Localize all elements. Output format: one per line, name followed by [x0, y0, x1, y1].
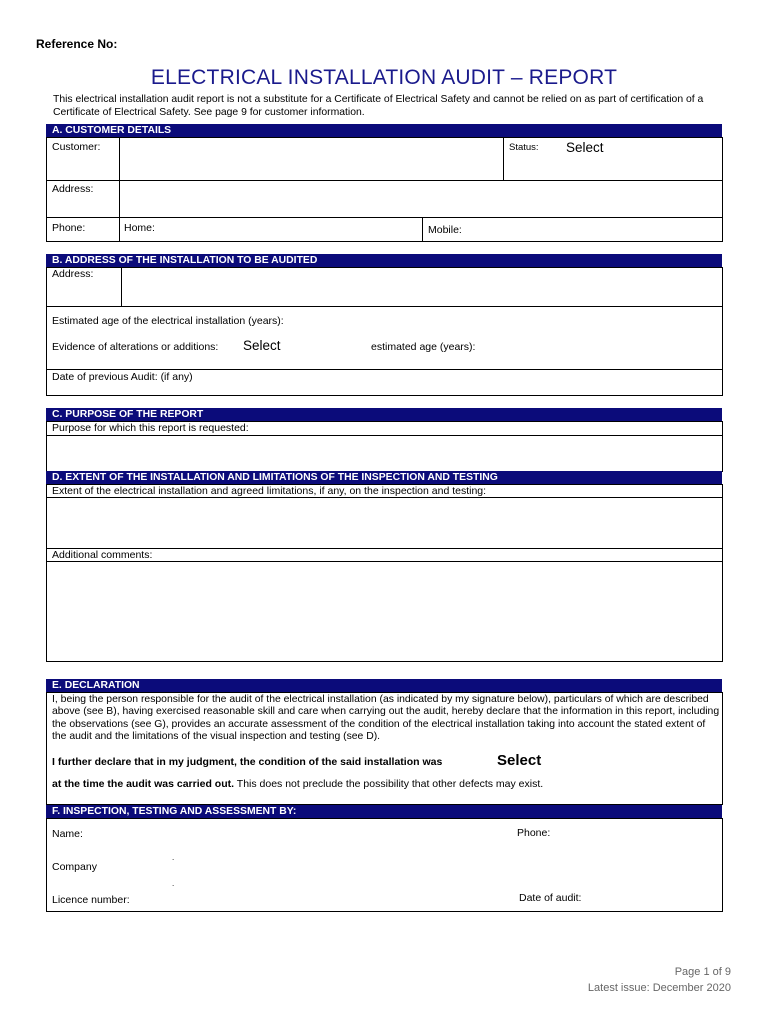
- company-field[interactable]: [110, 854, 490, 876]
- previous-audit-label: Date of previous Audit: (if any): [52, 371, 193, 383]
- section-d-heading: D. EXTENT OF THE INSTALLATION AND LIMITATIONS OF THE INSPECTION AND TESTING: [46, 471, 722, 484]
- estimated-age-label: Estimated age of the electrical installation (years):: [52, 315, 284, 327]
- reference-label: Reference No:: [36, 37, 118, 51]
- address-field[interactable]: [121, 181, 721, 217]
- licence-field[interactable]: [142, 888, 492, 910]
- condition-select[interactable]: Select: [497, 752, 542, 769]
- inspector-phone-field[interactable]: [560, 822, 718, 844]
- licence-label: Licence number:: [52, 894, 130, 906]
- status-select[interactable]: Select: [566, 140, 604, 155]
- mobile-field[interactable]: [470, 218, 720, 241]
- inspector-name-label: Name:: [52, 828, 83, 840]
- page-number: Page 1 of 9: [674, 966, 731, 978]
- mobile-label: Mobile:: [428, 224, 462, 236]
- evidence-select[interactable]: Select: [243, 338, 281, 353]
- purpose-label: Purpose for which this report is requested:: [52, 422, 249, 434]
- extent-field[interactable]: [48, 499, 720, 547]
- time-of-audit-text: at the time the audit was carried out. This does not preclude the possibility that other defects may exist.: [52, 778, 544, 790]
- purpose-field[interactable]: [48, 437, 720, 470]
- page-title: ELECTRICAL INSTALLATION AUDIT – REPORT: [150, 66, 618, 89]
- status-label: Status:: [509, 142, 539, 153]
- evidence-label: Evidence of alterations or additions:: [52, 341, 219, 353]
- installation-address-label: Address:: [52, 268, 94, 280]
- section-c-heading: C. PURPOSE OF THE REPORT: [46, 408, 722, 421]
- date-of-audit-label: Date of audit:: [519, 892, 582, 904]
- comments-field[interactable]: [48, 563, 720, 660]
- est-age-years-label: estimated age (years):: [371, 341, 476, 353]
- home-phone-label: Home:: [124, 222, 155, 234]
- extent-label: Extent of the electrical installation and agreed limitations, if any, on the inspection and testing:: [52, 485, 487, 497]
- customer-field[interactable]: [121, 138, 502, 179]
- comments-label: Additional comments:: [52, 549, 153, 561]
- installation-address-field[interactable]: [123, 268, 721, 305]
- company-label: Company: [52, 861, 97, 873]
- declaration-text: I, being the person responsible for the audit of the electrical installation (as indicated by my signature below), particulars of which are described above (see B), having exercised reasonable skill and care when carrying out the audit, hereby declare that the information in this report, including the observations (see G), provides an accurate assessment of the condition of the electrical installation taking into account the stated extent of the audit and the limitations of the visual inspection and testing (see D).: [52, 694, 720, 743]
- inspector-phone-label: Phone:: [517, 827, 551, 839]
- further-declare-text: I further declare that in my judgment, the condition of the said installation was: [52, 756, 443, 768]
- phone-label: Phone:: [52, 222, 86, 234]
- latest-issue: Latest issue: December 2020: [587, 982, 731, 994]
- customer-label: Customer:: [52, 141, 101, 153]
- address-label: Address:: [52, 183, 94, 195]
- section-e-heading: E. DECLARATION: [46, 679, 722, 692]
- date-of-audit-field[interactable]: [595, 886, 719, 908]
- section-b-heading: B. ADDRESS OF THE INSTALLATION TO BE AUDITED: [46, 254, 722, 267]
- dot-marker: .: [172, 879, 175, 888]
- section-f-heading: F. INSPECTION, TESTING AND ASSESSMENT BY:: [46, 805, 722, 818]
- section-a-heading: A. CUSTOMER DETAILS: [46, 124, 722, 137]
- dot-marker: .: [172, 853, 175, 862]
- home-phone-field[interactable]: [160, 218, 420, 241]
- inspector-name-field[interactable]: [100, 822, 480, 844]
- intro-text: This electrical installation audit report is not a substitute for a Certificate of Electrical Safety and cannot be relied on as part of certification of a Certificate of Electrical Safety. See page 9 for customer information.: [53, 94, 704, 118]
